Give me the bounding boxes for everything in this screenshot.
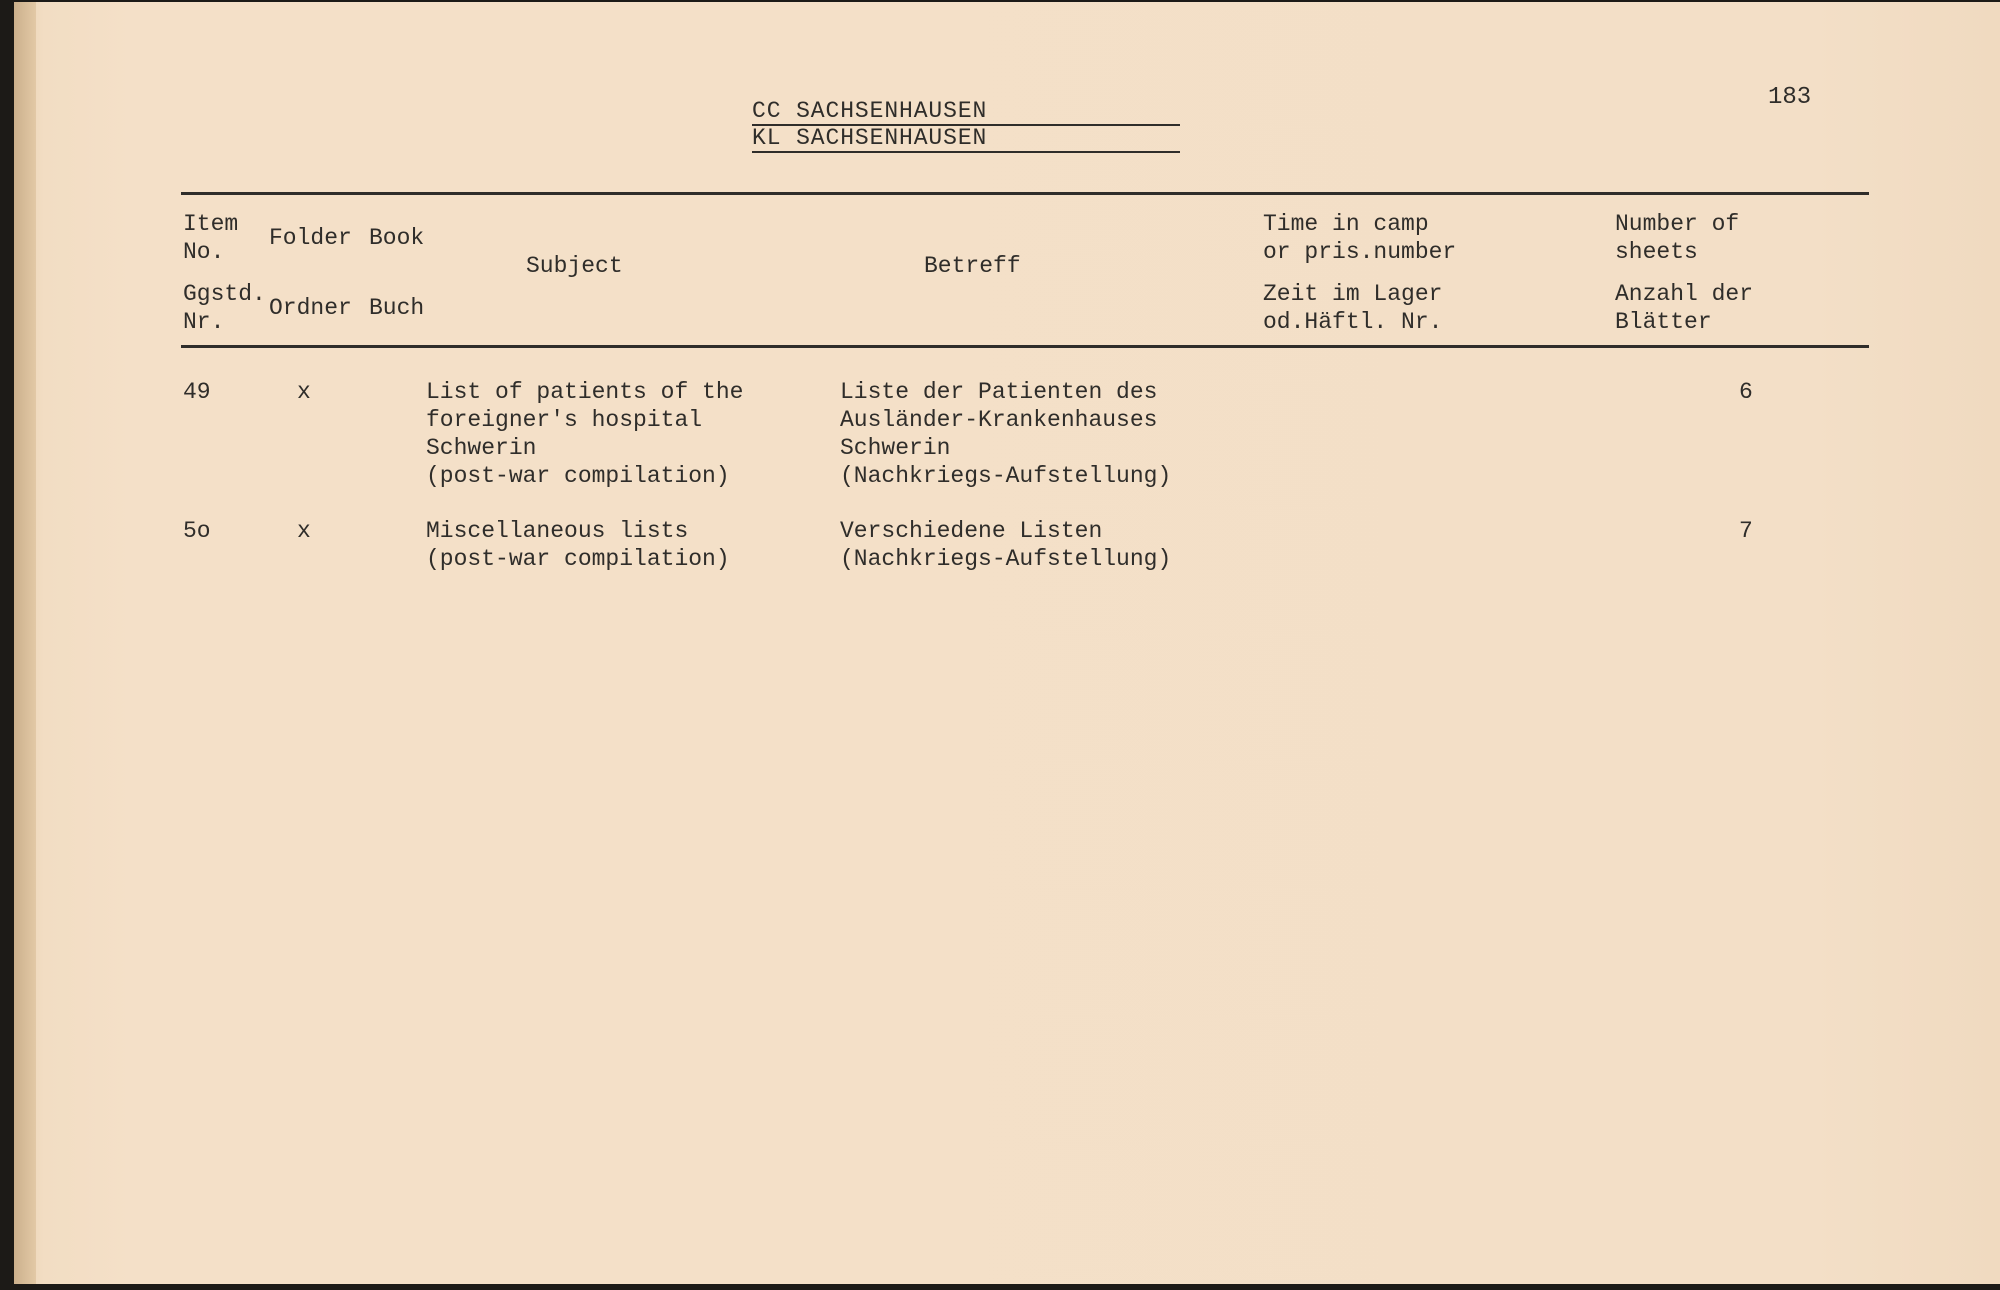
table-header-rule: [181, 345, 1869, 348]
header-time-en-2: or pris.number: [1263, 239, 1457, 265]
header-book-en: Book: [369, 225, 425, 251]
header-sheets-en-2: sheets: [1615, 239, 1698, 265]
row-betreff-line: Liste der Patienten des: [840, 379, 1158, 405]
book-spine: [14, 2, 36, 1284]
header-folder-de: Ordner: [269, 295, 352, 321]
header-item-en-2: No.: [183, 239, 225, 265]
header-sheets-en-1: Number of: [1615, 211, 1740, 237]
row-subject-line: (post-war compilation): [426, 546, 730, 572]
header-time-en-1: Time in camp: [1263, 211, 1429, 237]
header-folder-en: Folder: [269, 225, 352, 251]
row-betreff-line: (Nachkriegs-Aufstellung): [840, 463, 1172, 489]
row-subject-line: Miscellaneous lists: [426, 518, 689, 544]
header-sheets-de-2: Blätter: [1615, 309, 1712, 335]
page-number: 183: [1768, 84, 1812, 111]
row-folder-mark: x: [297, 518, 311, 544]
row-subject-line: foreigner's hospital: [426, 407, 703, 433]
header-sheets-de-1: Anzahl der: [1615, 281, 1754, 307]
title-german: KL SACHSENHAUSEN: [752, 125, 988, 151]
row-betreff-line: (Nachkriegs-Aufstellung): [840, 546, 1172, 572]
header-betreff: Betreff: [924, 253, 1021, 279]
row-item-no: 5o: [183, 518, 211, 544]
header-time-de-1: Zeit im Lager: [1263, 281, 1443, 307]
header-book-de: Buch: [369, 295, 425, 321]
document-page: [14, 2, 2000, 1284]
row-sheets: 7: [1739, 518, 1753, 544]
row-subject-line: (post-war compilation): [426, 463, 730, 489]
title-underline-2: [752, 151, 1180, 153]
header-time-de-2: od.Häftl. Nr.: [1263, 309, 1443, 335]
row-sheets: 6: [1739, 379, 1753, 405]
header-item-de-2: Nr.: [183, 309, 225, 335]
row-folder-mark: x: [297, 379, 311, 405]
header-item-en-1: Item: [183, 211, 239, 237]
title-english: CC SACHSENHAUSEN: [752, 98, 988, 124]
header-subject: Subject: [526, 253, 623, 279]
row-subject-line: List of patients of the: [426, 379, 744, 405]
row-betreff-line: Schwerin: [840, 435, 951, 461]
header-item-de-1: Ggstd.: [183, 281, 266, 307]
table-top-rule: [181, 192, 1869, 195]
row-betreff-line: Verschiedene Listen: [840, 518, 1103, 544]
row-subject-line: Schwerin: [426, 435, 537, 461]
row-item-no: 49: [183, 379, 211, 405]
row-betreff-line: Ausländer-Krankenhauses: [840, 407, 1158, 433]
